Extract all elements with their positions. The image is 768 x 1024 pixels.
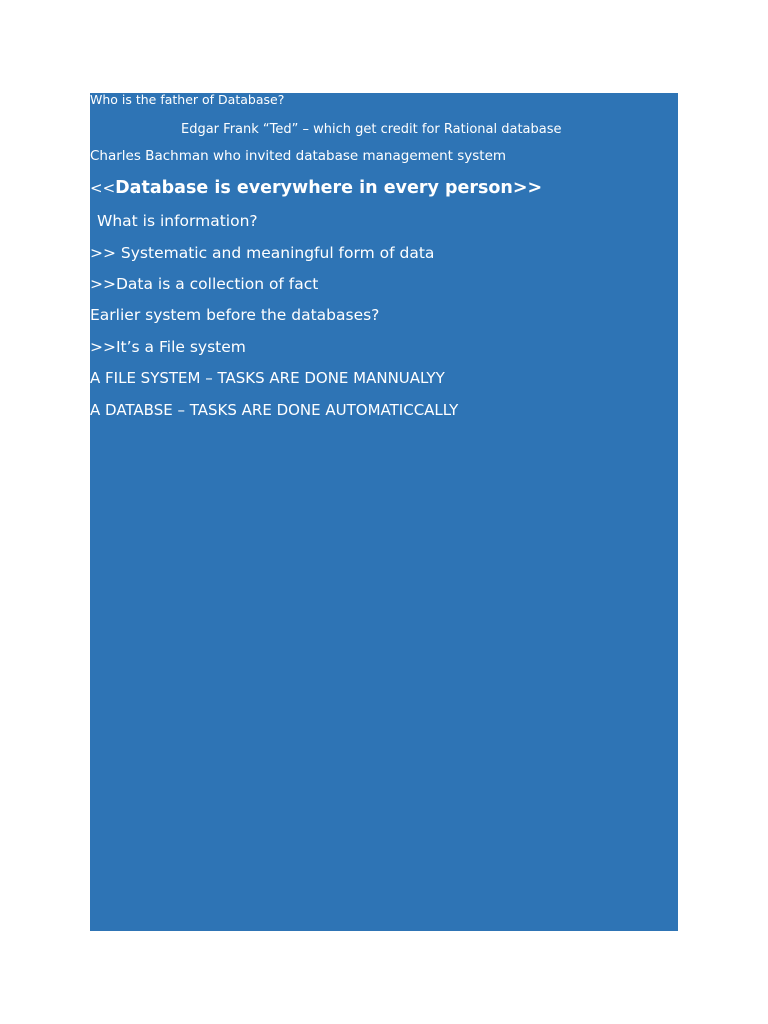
answer-data: >>Data is a collection of fact (90, 275, 319, 293)
answer-information: >> Systematic and meaningful form of data (90, 244, 435, 262)
answer-file-system: >>It’s a File system (90, 338, 246, 356)
answer-edgar-codd: Edgar Frank “Ted” – which get credit for Rational database (181, 122, 562, 137)
answer-charles-bachman: Charles Bachman who invited database management system (90, 148, 507, 164)
notes-panel (90, 93, 678, 931)
database-automatic: A DATABSE – TASKS ARE DONE AUTOMATICCALLY (90, 401, 459, 419)
question-father-of-database: Who is the father of Database? (90, 92, 285, 107)
question-earlier-system: Earlier system before the databases? (90, 306, 380, 324)
file-system-manual: A FILE SYSTEM – TASKS ARE DONE MANNUALYY (90, 369, 445, 387)
heading-database-everywhere (90, 180, 542, 198)
heading-main: Database is everywhere in every person>> (115, 178, 543, 198)
heading-lead: << (90, 179, 116, 197)
question-information: What is information? (97, 212, 258, 230)
